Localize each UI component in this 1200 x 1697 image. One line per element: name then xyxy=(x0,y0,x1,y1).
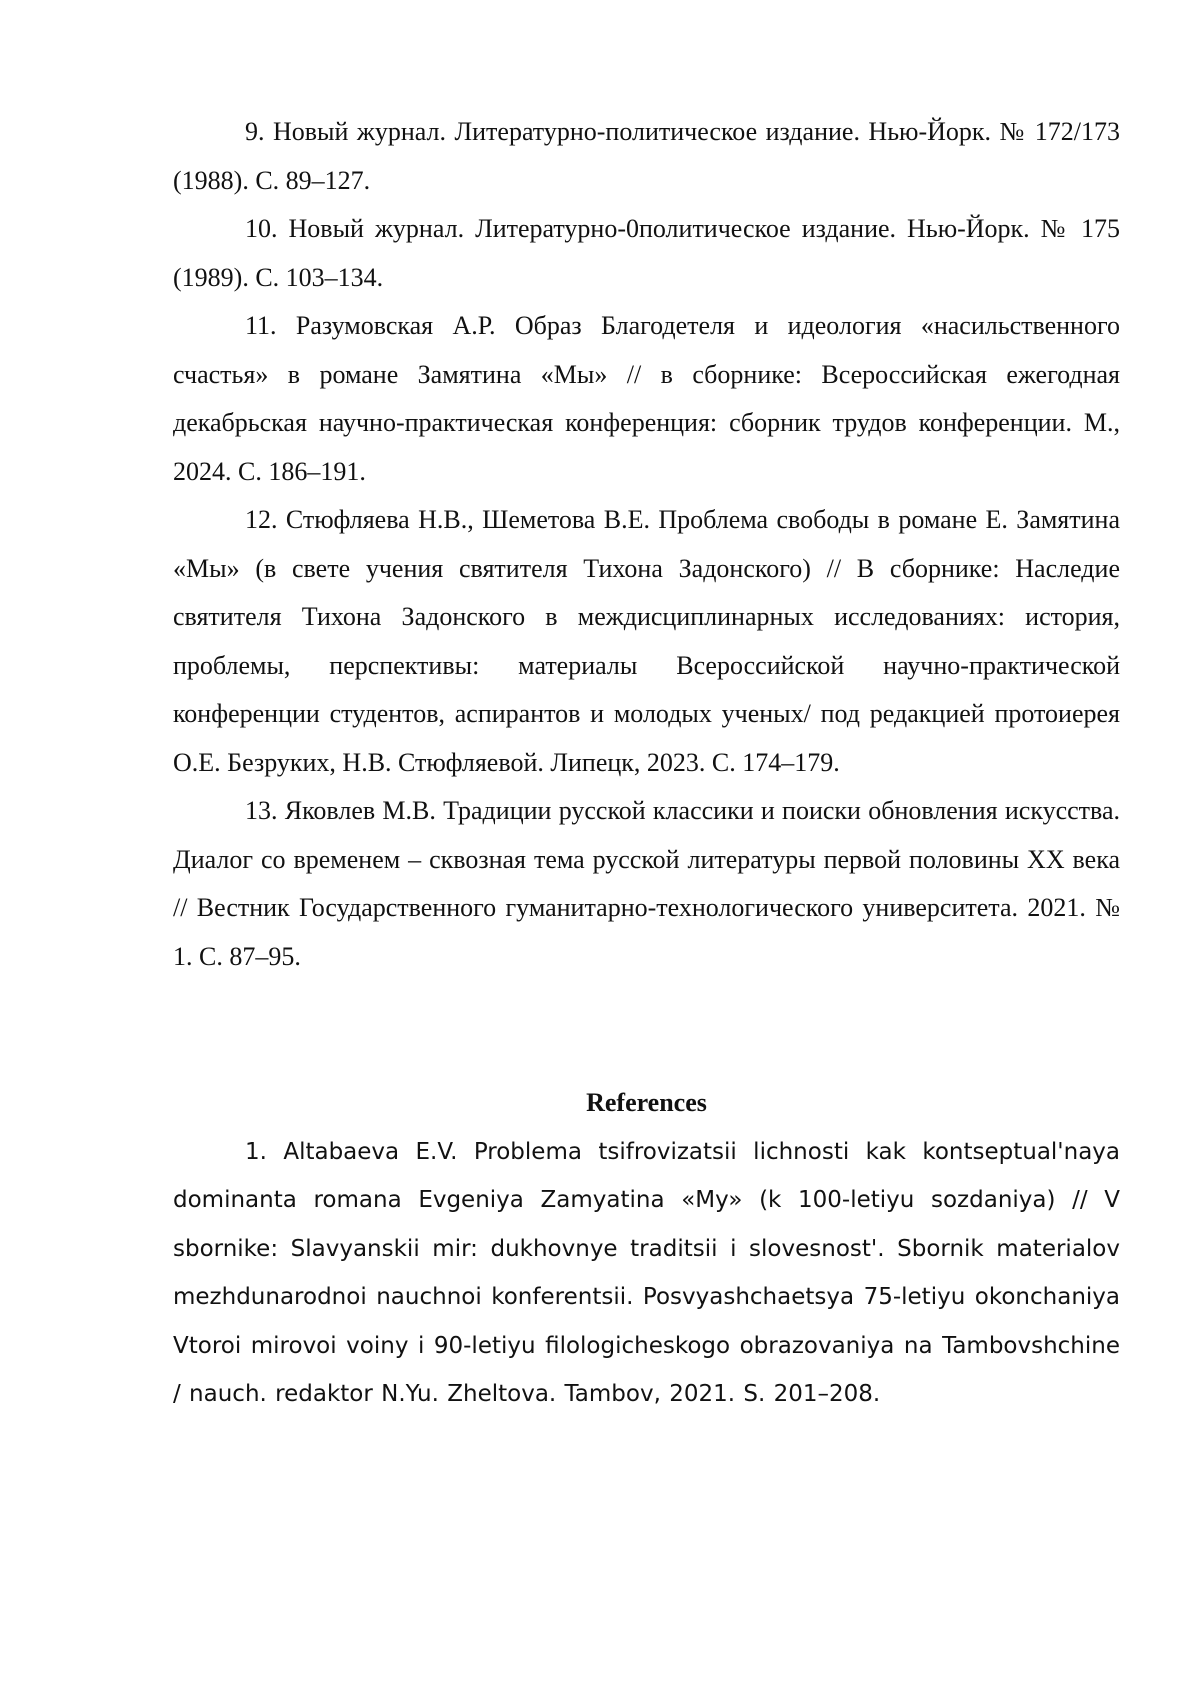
section-spacer xyxy=(173,981,1120,1079)
entry-text: Новый журнал. Литературно-политическое издание. Нью-Йорк. № 172/173 (1988). С. 89–127. xyxy=(173,117,1121,195)
entry-text: Яковлев М.В. Традиции русской классики и поиски обновления искусства. Диалог со временем – сквозная тема русской литературы первой половины XX века // Вестник Государственного гуманитарно-технологического университета. 2021. № 1. С. 87–95. xyxy=(173,796,1120,971)
entry-number: 12. xyxy=(245,505,278,534)
entry-text: Стюфляева Н.В., Шеметова В.Е. Проблема свободы в романе Е. Замятина «Мы» (в свете учения святителя Тихона Задонского) // В сборнике: Наследие святителя Тихона Задонского в междисциплинарных исследованиях: история, проблемы, перспективы: материалы Всероссийской научно-практической конференции студентов, аспирантов и молодых ученых/ под редакцией протоиерея О.Е. Безруких, Н.В. Стюфляевой. Липецк, 2023. С. 174–179. xyxy=(173,505,1120,777)
bibliography-entry-13 xyxy=(173,787,1120,981)
entry-number: 10. xyxy=(245,214,278,243)
entry-number: 11. xyxy=(245,311,277,340)
bibliography-entry-10 xyxy=(173,205,1120,302)
entry-number: 13. xyxy=(245,796,278,825)
entry-number: 1. xyxy=(245,1138,267,1165)
document-page xyxy=(173,108,1120,1419)
entry-text: Altabaeva E.V. Problema tsifrovizatsii lichnosti kak kontseptual'naya dominanta romana Evgeniya Zamyatina «My» (k 100-letiyu sozdaniya) // V sbornike: Slavyanskii mir: dukhovnye traditsii i slovesnost'. Sbornik materialov mezhdunarodnoi nauchnoi konferentsii. Posvyashchaetsya 75-letiyu okonchaniya Vtoroi mirovoi voiny i 90-letiyu filologicheskogo obrazovaniya na Tambovshchine / nauch. redaktor N.Yu. Zheltova. Tambov, 2021. S. 201–208. xyxy=(173,1138,1120,1407)
references-heading: References xyxy=(586,1088,707,1117)
bibliography-entry-9 xyxy=(173,108,1120,205)
entry-text: Новый журнал. Литературно-0политическое издание. Нью-Йорк. № 175 (1989). С. 103–134. xyxy=(173,214,1120,292)
reference-entry-1 xyxy=(173,1128,1120,1419)
entry-text: Разумовская А.Р. Образ Благодетеля и идеология «насильственного счастья» в романе Замятина «Мы» // в сборнике: Всероссийская ежегодная декабрьская научно-практическая конференция: сборник трудов конференции. М., 2024. С. 186–191. xyxy=(173,311,1120,486)
entry-number: 9. xyxy=(245,117,265,146)
bibliography-entry-11 xyxy=(173,302,1120,496)
bibliography-entry-12 xyxy=(173,496,1120,787)
